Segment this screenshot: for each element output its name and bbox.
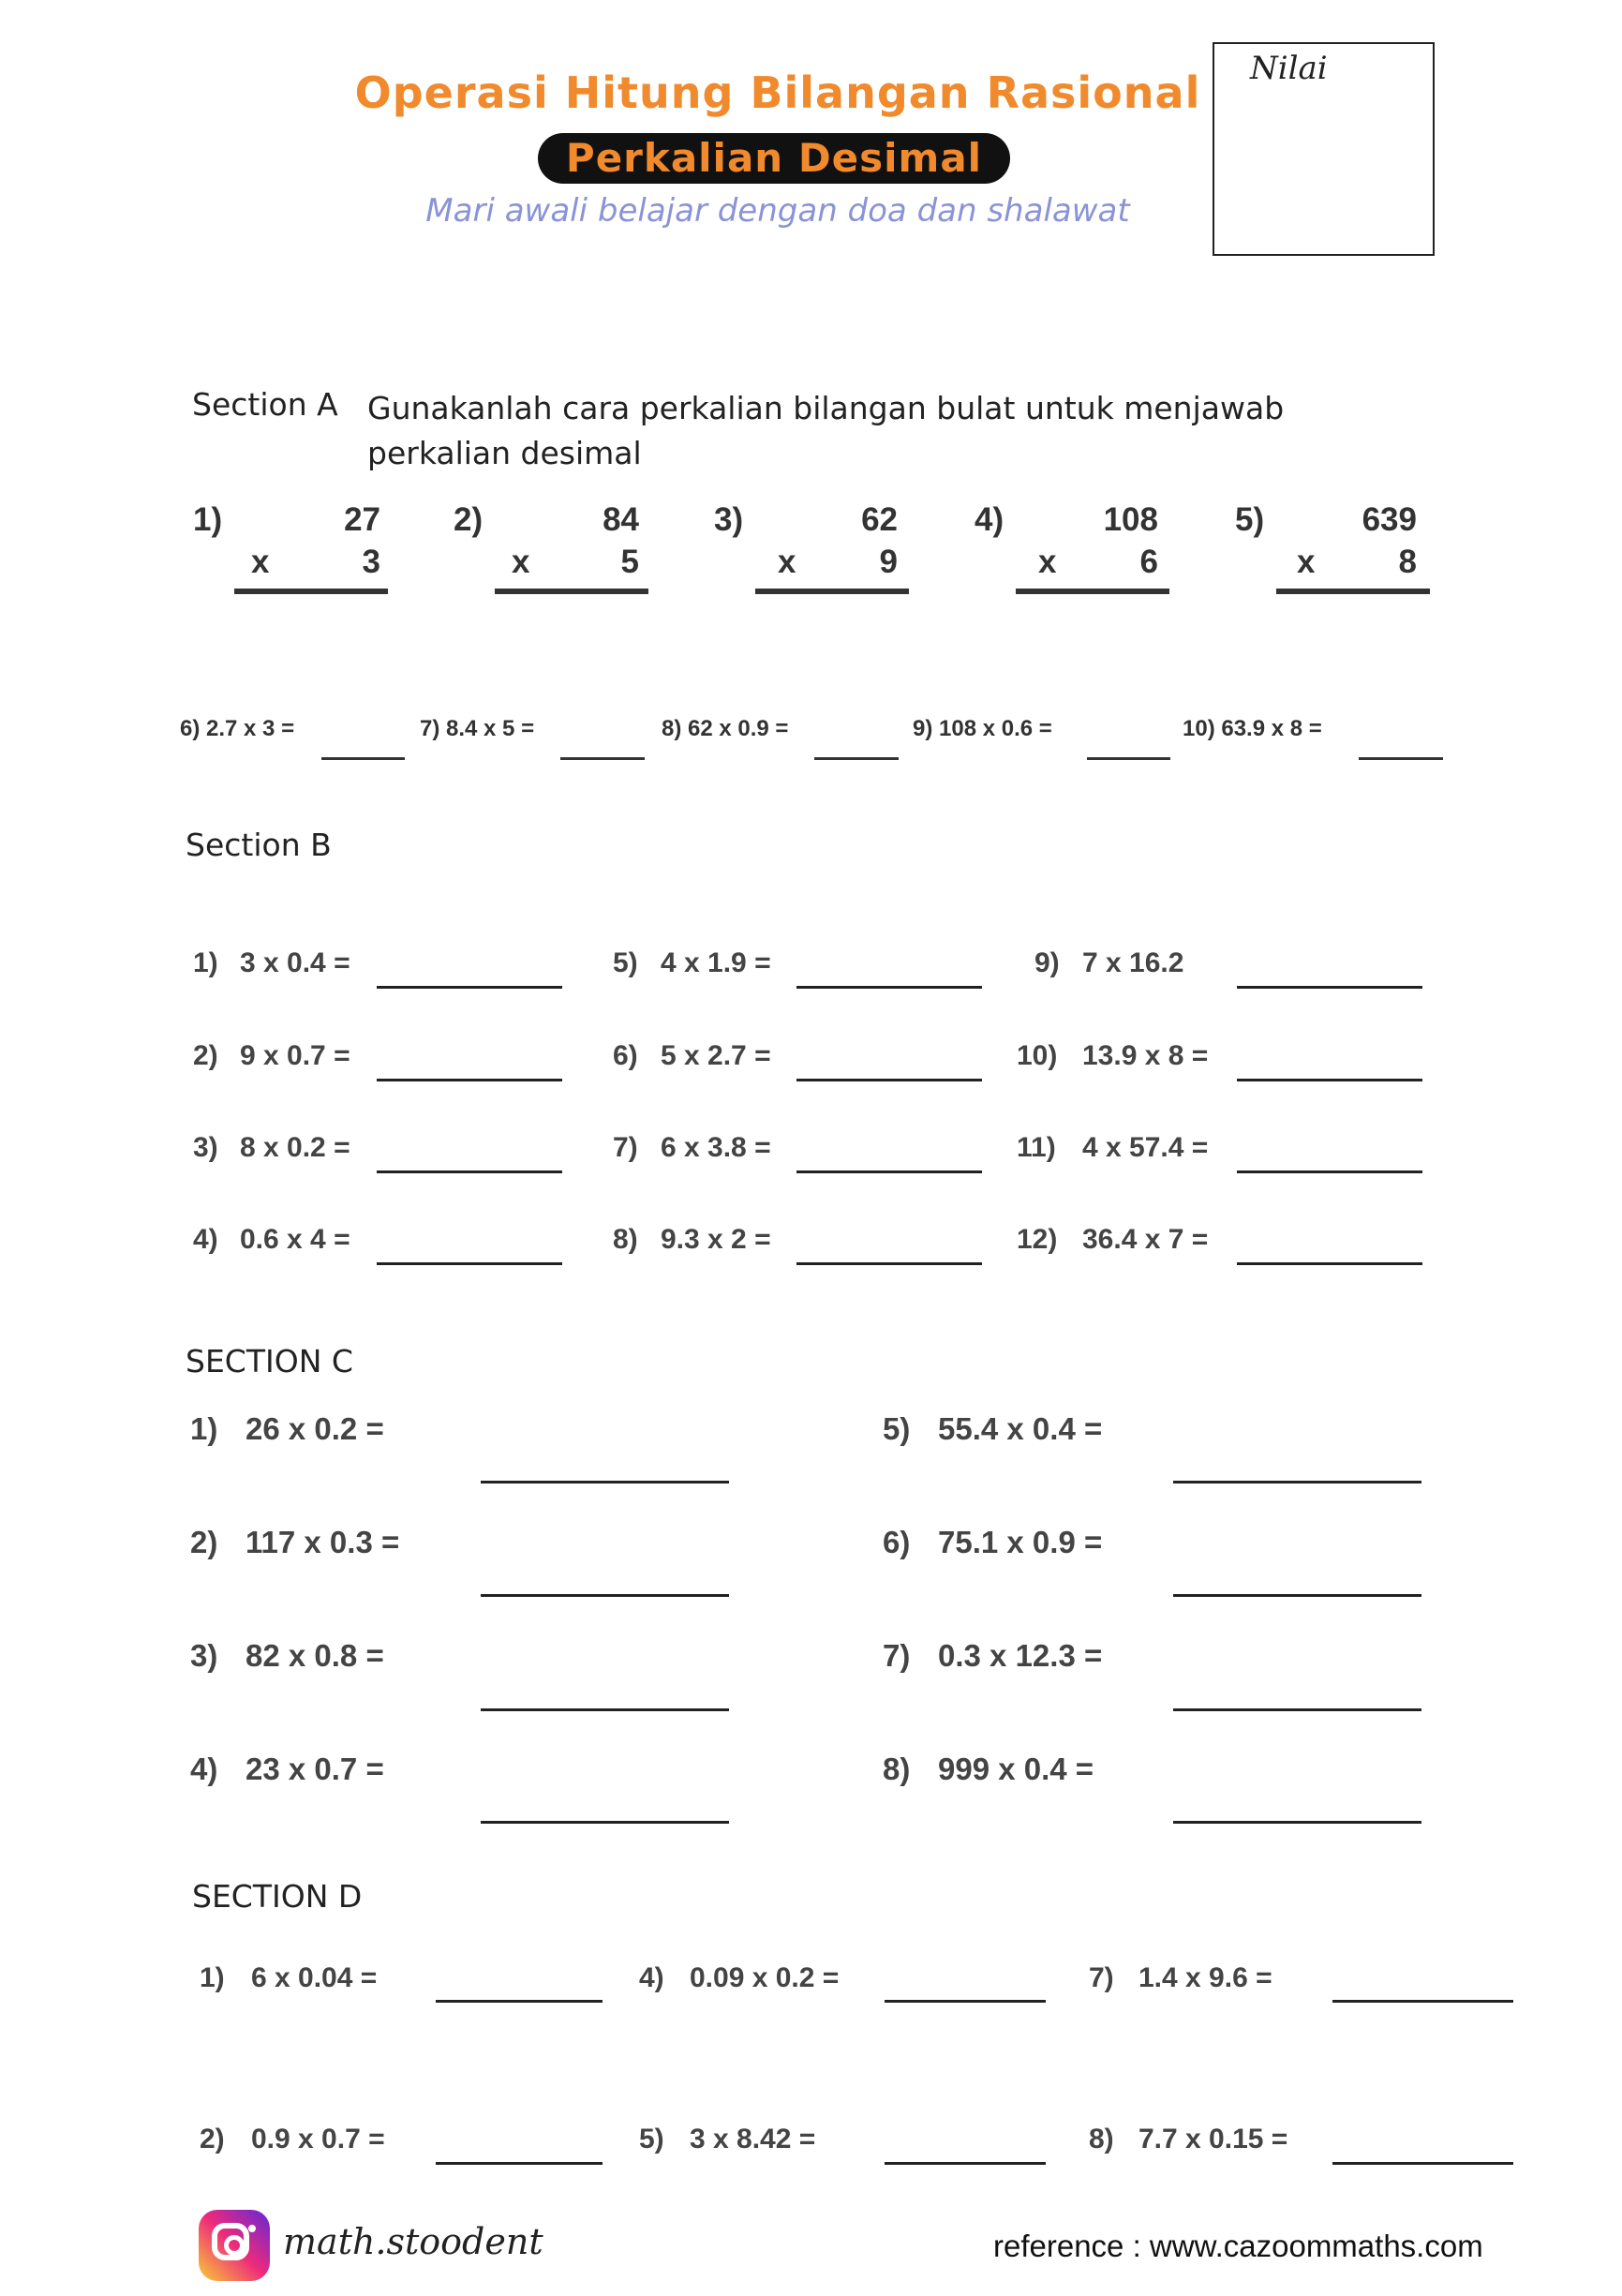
problem-expression: 999 x 0.4 =: [938, 1752, 1094, 1786]
answer-rule: [234, 589, 388, 594]
section-b-heading: Section B: [186, 827, 332, 863]
problem-expression: 82 x 0.8 =: [246, 1638, 384, 1673]
answer-blank[interactable]: [1087, 757, 1170, 760]
answer-blank[interactable]: [1237, 1170, 1422, 1173]
answer-blank[interactable]: [1173, 1708, 1421, 1711]
answer-blank[interactable]: [436, 2000, 603, 2003]
answer-blank[interactable]: [481, 1594, 729, 1597]
problem-expression: 9 x 0.7 =: [240, 1040, 350, 1071]
problem-number: 10): [1017, 1040, 1058, 1071]
problem-number: 5): [883, 1411, 911, 1446]
answer-blank[interactable]: [481, 1821, 729, 1824]
problem-expression: 9.3 x 2 =: [661, 1224, 771, 1255]
multiplicand: 62: [861, 501, 898, 538]
answer-blank[interactable]: [1173, 1821, 1421, 1824]
multiplicand: 639: [1362, 501, 1417, 538]
problem-expression: 0.9 x 0.7 =: [251, 2124, 385, 2154]
worksheet-title: Operasi Hitung Bilangan Rasional: [354, 67, 1201, 118]
answer-blank[interactable]: [1237, 1262, 1422, 1265]
answer-blank[interactable]: [1173, 1594, 1421, 1597]
problem-number: 6): [883, 1525, 911, 1559]
problem-number: 5): [1235, 501, 1265, 538]
section-a-instruction: Gunakanlah cara perkalian bilangan bulat untuk menjawab perkalian desimal: [367, 390, 1285, 471]
problem-expression: 6 x 0.04 =: [251, 1962, 378, 1993]
answer-blank[interactable]: [377, 1262, 562, 1265]
answer-rule: [1276, 589, 1430, 594]
problem-number: 8): [613, 1224, 638, 1255]
problem-expression: 0.6 x 4 =: [240, 1224, 350, 1255]
problem-number: 2): [454, 501, 484, 538]
answer-blank[interactable]: [1237, 1079, 1422, 1081]
problem-expression: 36.4 x 7 =: [1082, 1224, 1209, 1255]
problem-expression: 6 x 3.8 =: [661, 1132, 771, 1163]
problem-number: 2): [200, 2124, 225, 2154]
worksheet-subtitle: Perkalian Desimal: [538, 133, 1010, 184]
problem-expression: 117 x 0.3 =: [246, 1525, 400, 1559]
problem-expression: 7 x 16.2: [1082, 947, 1184, 978]
inline-problem: 8) 62 x 0.9 =: [662, 716, 789, 741]
multiplier: 5: [620, 544, 639, 580]
answer-blank[interactable]: [436, 2162, 603, 2165]
problem-number: 4): [639, 1962, 664, 1993]
multiply-sign: x: [251, 544, 270, 580]
section-a-heading: Section A: [192, 386, 338, 423]
problem-expression: 3 x 0.4 =: [240, 947, 350, 978]
problem-number: 1): [200, 1962, 225, 1993]
answer-blank[interactable]: [321, 757, 405, 760]
problem-number: 7): [1089, 1962, 1114, 1993]
multiplier: 8: [1398, 544, 1417, 580]
problem-number: 7): [883, 1638, 911, 1673]
multiplicand: 27: [344, 501, 380, 538]
problem-number: 4): [193, 1224, 218, 1255]
answer-blank[interactable]: [481, 1708, 729, 1711]
multiply-sign: x: [1297, 544, 1316, 580]
inline-problem: 6) 2.7 x 3 =: [180, 716, 295, 741]
instagram-icon-dot: [248, 2225, 256, 2232]
problem-expression: 23 x 0.7 =: [246, 1752, 384, 1786]
problem-number: 3): [714, 501, 744, 538]
answer-blank[interactable]: [796, 986, 982, 989]
problem-number: 6): [613, 1040, 638, 1071]
multiplicand: 108: [1103, 501, 1158, 538]
problem-expression: 8 x 0.2 =: [240, 1132, 350, 1163]
social-handle[interactable]: math.stoodent: [283, 2221, 543, 2262]
problem-expression: 5 x 2.7 =: [661, 1040, 771, 1071]
answer-rule: [495, 589, 648, 594]
inline-problem: 10) 63.9 x 8 =: [1183, 716, 1322, 741]
problem-expression: 7.7 x 0.15 =: [1138, 2124, 1288, 2154]
answer-blank[interactable]: [377, 1170, 562, 1173]
answer-blank[interactable]: [377, 1079, 562, 1081]
answer-blank[interactable]: [796, 1079, 982, 1081]
problem-number: 2): [193, 1040, 218, 1071]
section-d-heading: SECTION D: [192, 1878, 363, 1915]
answer-blank[interactable]: [1359, 757, 1443, 760]
answer-blank[interactable]: [796, 1170, 982, 1173]
answer-blank[interactable]: [1332, 2000, 1513, 2003]
answer-blank[interactable]: [1332, 2162, 1513, 2165]
problem-number: 5): [639, 2124, 664, 2154]
multiply-sign: x: [512, 544, 530, 580]
answer-blank[interactable]: [1237, 986, 1422, 989]
problem-number: 12): [1017, 1224, 1058, 1255]
problem-number: 1): [193, 501, 223, 538]
multiply-sign: x: [1038, 544, 1057, 580]
reference-text: reference : www.cazoommaths.com: [993, 2229, 1483, 2263]
problem-expression: 55.4 x 0.4 =: [938, 1411, 1103, 1446]
answer-rule: [1016, 589, 1169, 594]
section-c-heading: SECTION C: [186, 1343, 353, 1379]
inline-problem: 9) 108 x 0.6 =: [913, 716, 1052, 741]
answer-blank[interactable]: [885, 2162, 1046, 2165]
problem-number: 11): [1017, 1132, 1056, 1163]
problem-expression: 75.1 x 0.9 =: [938, 1525, 1103, 1559]
problem-number: 8): [883, 1752, 911, 1786]
score-label: Nilai: [1250, 50, 1328, 87]
problem-number: 5): [613, 947, 638, 978]
multiplier: 6: [1139, 544, 1158, 580]
problem-expression: 0.3 x 12.3 =: [938, 1638, 1103, 1673]
answer-blank[interactable]: [796, 1262, 982, 1265]
instagram-icon-lens: [224, 2235, 245, 2256]
problem-number: 1): [193, 947, 218, 978]
score-box[interactable]: [1213, 42, 1435, 256]
multiply-sign: x: [778, 544, 796, 580]
problem-expression: 4 x 1.9 =: [661, 947, 771, 978]
answer-blank[interactable]: [377, 986, 562, 989]
problem-expression: 13.9 x 8 =: [1082, 1040, 1209, 1071]
multiplicand: 84: [603, 501, 639, 538]
problem-number: 8): [1089, 2124, 1114, 2154]
multiplier: 3: [362, 544, 380, 580]
answer-blank[interactable]: [560, 757, 645, 760]
problem-expression: 26 x 0.2 =: [246, 1411, 384, 1446]
problem-number: 3): [193, 1132, 218, 1163]
answer-blank[interactable]: [1173, 1481, 1421, 1483]
answer-blank[interactable]: [481, 1481, 729, 1483]
problem-number: 3): [190, 1638, 218, 1673]
instagram-icon[interactable]: [199, 2210, 270, 2281]
problem-number: 1): [190, 1411, 218, 1446]
answer-blank[interactable]: [814, 757, 899, 760]
problem-expression: 3 x 8.42 =: [690, 2124, 816, 2154]
problem-number: 9): [1034, 947, 1060, 978]
problem-expression: 1.4 x 9.6 =: [1138, 1962, 1272, 1993]
problem-number: 4): [190, 1752, 218, 1786]
answer-rule: [755, 589, 909, 594]
answer-blank[interactable]: [885, 2000, 1046, 2003]
problem-number: 7): [613, 1132, 638, 1163]
problem-expression: 4 x 57.4 =: [1082, 1132, 1209, 1163]
problem-expression: 0.09 x 0.2 =: [690, 1962, 840, 1993]
prayer-line: Mari awali belajar dengan doa dan shalawat: [425, 192, 1130, 230]
problem-number: 2): [190, 1525, 218, 1559]
inline-problem: 7) 8.4 x 5 =: [420, 716, 535, 741]
problem-number: 4): [975, 501, 1004, 538]
multiplier: 9: [879, 544, 898, 580]
